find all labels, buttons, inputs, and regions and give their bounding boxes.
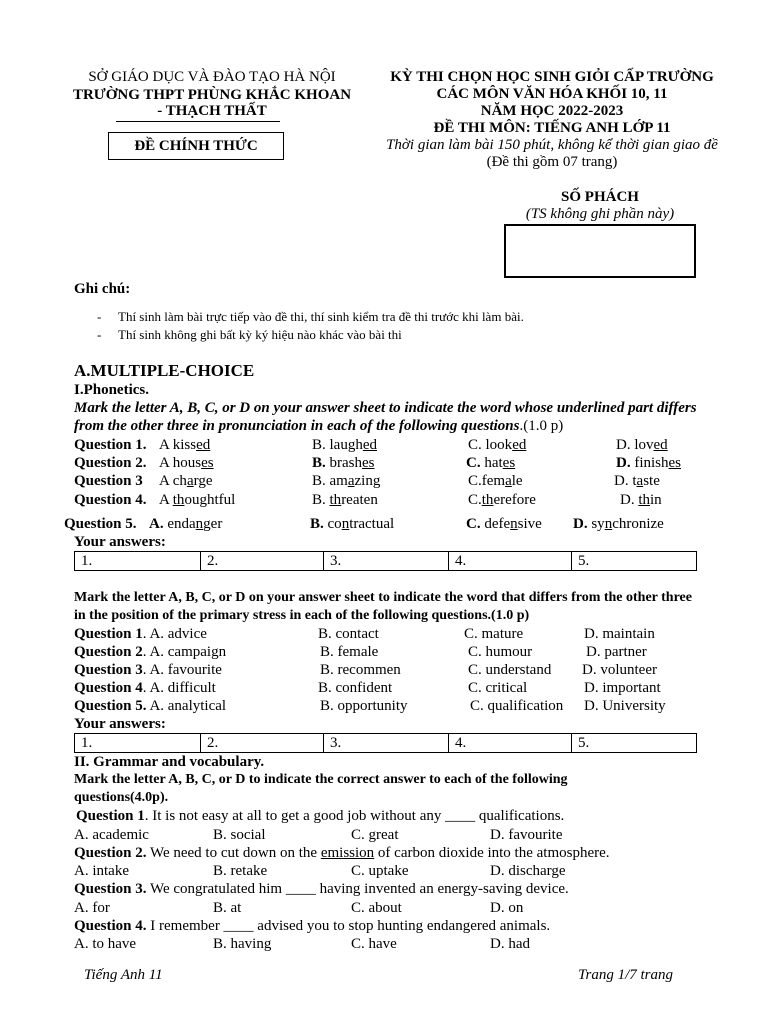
question-label: Question 4	[74, 680, 143, 696]
option-b: B. threaten	[312, 492, 378, 508]
option-d: D. synchronize	[573, 516, 664, 532]
department-name: SỞ GIÁO DỤC VÀ ĐÀO TẠO HÀ NỘI	[88, 69, 336, 85]
grammar-question-2	[74, 844, 610, 862]
question-label: Question 3	[74, 473, 143, 489]
option-d: D. thin	[620, 492, 662, 508]
option-c: C. critical	[468, 680, 528, 696]
option-b: B. opportunity	[320, 698, 408, 714]
phonetics-instruction	[74, 399, 714, 435]
answer-cell-4[interactable]: 4.	[448, 734, 571, 752]
header-divider	[116, 121, 280, 122]
question-label: Question 5.	[64, 516, 137, 532]
option-b: B. confident	[318, 680, 393, 696]
option-d: D. volunteer	[582, 662, 657, 678]
option-d: D. loved	[616, 437, 668, 453]
phonetics-question-5	[64, 515, 714, 533]
answer-cell-4[interactable]: 4.	[448, 552, 571, 570]
answer-cell-1[interactable]: 1.	[81, 553, 93, 569]
school-location: - THẠCH THẤT	[157, 103, 267, 119]
option-a: A. academic	[74, 827, 149, 843]
notes-dash-1: -	[97, 309, 102, 324]
grammar-question-3	[74, 880, 569, 898]
question-label: Question 3.	[74, 881, 147, 897]
exam-title: KỲ THI CHỌN HỌC SINH GIỎI CẤP TRƯỜNG	[390, 69, 714, 85]
option-c: C. understand	[468, 662, 552, 678]
answer-cell-5[interactable]: 5.	[571, 734, 696, 752]
option-b: B. female	[320, 644, 379, 660]
question-text: We need to cut down on the	[146, 845, 321, 861]
question-text: I remember ____ advised you to stop hunting endangered animals.	[146, 918, 551, 934]
option-b: B. social	[213, 827, 266, 843]
option-d: D. finishes	[616, 455, 682, 471]
option-c: C. hates	[466, 455, 516, 471]
your-answers-label: Your answers:	[74, 716, 166, 732]
notes-title: Ghi chú:	[74, 281, 131, 297]
option-a: A kissed	[159, 437, 211, 453]
school-name: TRƯỜNG THPT PHÙNG KHẮC KHOAN	[72, 87, 352, 103]
stress-instruction: Mark the letter A, B, C, or D on your answer sheet to indicate the word that differs from the other three in the position of the primary stress in each of the following questions.(1.0 p)	[74, 590, 692, 623]
grammar-options-2	[74, 862, 724, 880]
phonetics-question-1	[74, 436, 724, 454]
option-c: C. looked	[468, 437, 527, 453]
option-a: . A. difficult	[142, 680, 216, 696]
question-label: Question 1	[76, 808, 145, 824]
option-d: D. important	[584, 680, 661, 696]
option-d: D. taste	[614, 473, 660, 489]
option-b: B. brashes	[312, 455, 375, 471]
option-a: A charge	[159, 473, 213, 489]
phonetics-question-4	[74, 491, 724, 509]
question-label: Question 5.	[74, 698, 147, 714]
option-d: D. had	[490, 936, 530, 952]
option-c: C. defensive	[466, 516, 542, 532]
question-label: Question 3	[74, 662, 143, 678]
grammar-options-4	[74, 935, 724, 953]
option-c: C.female	[468, 473, 523, 489]
footer-page-number: Trang 1/7 trang	[578, 967, 674, 983]
option-a: . A. favourite	[142, 662, 222, 678]
stress-answer-table	[74, 733, 697, 753]
option-c: C. uptake	[351, 863, 409, 879]
option-d: D. discharge	[490, 863, 566, 879]
grammar-options-1	[74, 826, 724, 844]
phonetics-points: .(1.0 p)	[519, 418, 564, 434]
section-a-title: A.MULTIPLE-CHOICE	[74, 361, 255, 380]
option-a: A. intake	[74, 863, 129, 879]
option-b: B. at	[213, 900, 242, 916]
question-label: Question 4.	[74, 918, 147, 934]
option-a: A. for	[74, 900, 110, 916]
option-b: B. laughed	[312, 437, 378, 453]
so-phach-box[interactable]	[504, 224, 696, 278]
phonetics-question-3	[74, 472, 724, 490]
stress-question-5	[74, 697, 724, 715]
option-d: D. University	[584, 698, 666, 714]
phonetics-question-2	[74, 454, 724, 472]
option-d: D. on	[490, 900, 524, 916]
school-year: NĂM HỌC 2022-2023	[480, 103, 624, 119]
option-c: C. mature	[464, 626, 524, 642]
option-a: . A. advice	[142, 626, 207, 642]
official-exam-box: ĐỀ CHÍNH THỨC	[108, 132, 284, 160]
notes-dash-2: -	[97, 327, 102, 342]
answer-cell-2[interactable]: 2.	[200, 734, 323, 752]
question-label: Question 2.	[74, 845, 147, 861]
phonetics-answer-table	[74, 551, 697, 571]
option-d: D. favourite	[490, 827, 563, 843]
option-b: B. retake	[213, 863, 268, 879]
page-count: (Đề thi gồm 07 trang)	[486, 154, 618, 170]
option-c: C. about	[351, 900, 402, 916]
grammar-question-4	[74, 917, 550, 935]
option-b: B. having	[213, 936, 272, 952]
option-c: C. great	[351, 827, 399, 843]
so-phach-note: (TS không ghi phần này)	[525, 206, 675, 222]
answer-cell-2[interactable]: 2.	[200, 552, 323, 570]
question-text: We congratulated him ____ having invented an energy-saving device.	[146, 881, 569, 897]
phonetics-instruction-text: Mark the letter A, B, C, or D on your answer sheet to indicate the word whose underlined part differs from the other three in pronunciation in each of the following questions	[74, 400, 697, 434]
option-b: B. amazing	[312, 473, 381, 489]
stress-question-1	[74, 625, 724, 643]
answer-cell-5[interactable]: 5.	[571, 552, 696, 570]
stress-question-4	[74, 679, 724, 697]
exam-subjects: CÁC MÔN VĂN HÓA KHỐI 10, 11	[436, 86, 668, 102]
note-item-1: Thí sinh làm bài trực tiếp vào đề thi, thí sinh kiểm tra đề thi trước khi làm bài.	[118, 309, 524, 324]
grammar-options-3	[74, 899, 724, 917]
question-text: . It is not easy at all to get a good job without any ____ qualifications.	[144, 808, 565, 824]
your-answers-label: Your answers:	[74, 534, 166, 550]
option-c: C. qualification	[470, 698, 564, 714]
option-a: A houses	[159, 455, 214, 471]
option-a: A. analytical	[146, 698, 227, 714]
option-b: B. contractual	[310, 516, 395, 532]
grammar-instruction: Mark the letter A, B, C, or D to indicate the correct answer to each of the following questions(4.0p).	[74, 772, 568, 805]
option-a: A. to have	[74, 936, 137, 952]
option-b: B. contact	[318, 626, 379, 642]
question-text-end: of carbon dioxide into the atmosphere.	[374, 845, 610, 861]
grammar-title: II. Grammar and vocabulary.	[74, 754, 265, 770]
option-c: C.therefore	[468, 492, 536, 508]
option-b: B. recommen	[320, 662, 401, 678]
stress-question-2	[74, 643, 724, 661]
question-label: Question 1.	[74, 437, 147, 453]
so-phach-label: SỐ PHÁCH	[561, 189, 639, 205]
option-d: D. partner	[586, 644, 647, 660]
question-label: Question 2.	[74, 455, 147, 471]
answer-cell-1[interactable]: 1.	[81, 735, 93, 751]
stress-question-3	[74, 661, 724, 679]
grammar-question-1	[76, 807, 564, 825]
exam-duration: Thời gian làm bài 150 phút, không kể thời gian giao đề	[386, 137, 718, 153]
answer-cell-3[interactable]: 3.	[323, 734, 448, 752]
option-d: D. maintain	[584, 626, 655, 642]
answer-cell-3[interactable]: 3.	[323, 552, 448, 570]
option-a: A thoughtful	[159, 492, 236, 508]
question-label: Question 4.	[74, 492, 147, 508]
option-c: C. have	[351, 936, 397, 952]
note-item-2: Thí sinh không ghi bất kỳ ký hiệu nào khác vào bài thi	[118, 327, 402, 342]
underlined-word: emission	[320, 845, 375, 861]
exam-subject: ĐỀ THI MÔN: TIẾNG ANH LỚP 11	[433, 120, 671, 136]
question-label: Question 1	[74, 626, 143, 642]
option-a: . A. campaign	[142, 644, 227, 660]
option-c: C. humour	[468, 644, 533, 660]
footer-subject: Tiếng Anh 11	[84, 967, 163, 983]
phonetics-title: I.Phonetics.	[74, 382, 149, 398]
option-a: A. endanger	[149, 516, 223, 532]
question-label: Question 2	[74, 644, 143, 660]
